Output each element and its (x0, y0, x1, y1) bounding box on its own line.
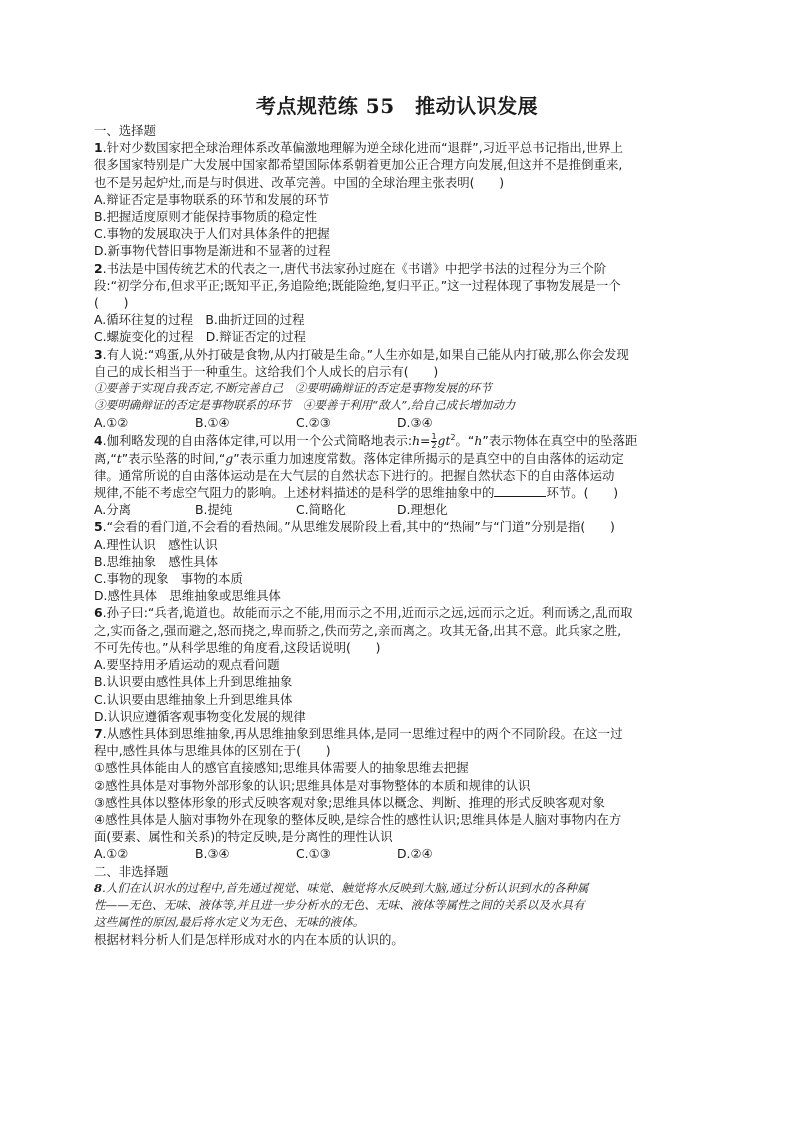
question-text: .针对少数国家把全球治理体系改革偏激地理解为逆全球化进而“退群”,习近平总书记指出,世界上 (102, 140, 623, 156)
option-c: C.认识要由思维抽象上升到思维具体 (94, 691, 293, 707)
material-text: 这些属性的原因,最后将水定义为无色、无味的液体。 (94, 915, 365, 930)
question-text: 律。通常所说的自由落体运动是在大气层的自然状态下进行的。把握自然状态下的自由落体运动 (94, 467, 615, 483)
option-c-d: C.螺旋变化的过程 D.辩证否定的过程 (94, 329, 306, 345)
option-a: A.要坚持用矛盾运动的观点看问题 (94, 657, 280, 673)
symbol-h: h (474, 432, 483, 448)
question-text: .伽利略发现的自由落体定律,可以用一个公式简略地表示: (102, 432, 413, 448)
question-text: .有人说:“鸡蛋,从外打破是食物,从内打破是生命。”人生亦如是,如果自己能从内打破,那么你会发现 (102, 346, 629, 362)
question-text: 离,“ (94, 450, 117, 466)
question-text: 不可先传也。”从科学思维的角度看,这段话说明( ) (94, 639, 381, 655)
question-text: .孙子曰:“兵者,诡道也。故能而示之不能,用而示之不用,近而示之远,远而示之近。利而诱之,乱而取 (102, 605, 633, 621)
question-text: 之,实而备之,强而避之,怒而挠之,卑而骄之,佚而劳之,亲而离之。攻其无备,出其不意。此兵家之胜, (94, 622, 622, 638)
question-7 (94, 725, 700, 863)
options-row (94, 845, 700, 862)
option-b: B.把握适度原则才能保持事物质的稳定性 (94, 209, 318, 225)
question-text: 很多国家特别是广大发展中国家都希望国际体系朝着更加公正合理方向发展,但这并不是推倒重来, (94, 157, 623, 173)
material-text: .人们在认识水的过程中,首先通过视觉、味觉、触觉将水反映到大脑,通过分析认识到水的各种属 (102, 880, 589, 895)
fill-blank (494, 484, 546, 497)
fraction-denominator: 2 (431, 440, 437, 450)
option-c: C.事物的发展取决于人们对具体条件的把握 (94, 226, 330, 242)
question-text: .“会看的看门道,不会看的看热闹。”从思维发展阶段上看,其中的“热闹”与“门道”分别是指( ) (102, 519, 615, 535)
option-b: B.③④ (195, 846, 230, 862)
question-number: 5 (94, 519, 103, 535)
option-d: D.感性具体 思维抽象或思维具体 (94, 588, 281, 604)
option-d: D.②④ (397, 846, 433, 862)
question-text: 程中,感性具体与思维具体的区别在于( ) (94, 743, 331, 759)
question-text: 段:“初学分布,但求平正;既知平正,务追险绝;既能险绝,复归平正。”这一过程体现了事物发展是一个 (94, 277, 621, 293)
option-a: A.辩证否定是事物联系的环节和发展的环节 (94, 191, 330, 207)
options-row (94, 414, 700, 431)
question-number: 7 (94, 725, 103, 741)
question-text: .从感性具体到思维抽象,再从思维抽象到思维具体,是同一思维过程中的两个不同阶段。在这一过 (102, 725, 623, 741)
question-text: 。“ (455, 432, 475, 448)
formula-g: g (437, 432, 446, 448)
option-d: D.认识应遵循客观事物变化发展的规律 (94, 708, 306, 724)
option-d: D.新事物代替旧事物是渐进和不显著的过程 (94, 243, 331, 259)
option-c: C.事物的现象 事物的本质 (94, 571, 243, 587)
question-number: 6 (94, 605, 103, 621)
question-text: .书法是中国传统艺术的代表之一,唐代书法家孙过庭在《书谱》中把学书法的过程分为三个阶 (102, 260, 607, 276)
option-a: A.①② (94, 415, 129, 431)
answer-bracket: ( ) (94, 295, 129, 311)
statement-1-2: ①要善于实现自我否定,不断完善自己 ②要明确辩证的否定是事物发展的环节 (94, 381, 492, 396)
question-number: 8 (94, 880, 103, 895)
option-b: B.思维抽象 感性具体 (94, 553, 218, 569)
statement-3-4: ③要明确辩证的否定是事物联系的环节 ④要善于利用“敌人”,给自己成长增加动力 (94, 398, 516, 413)
material-text: 性——无色、无味、液体等,并且进一步分析水的无色、无味、液体等属性之间的关系以及水具有 (94, 897, 585, 912)
option-b: B.提纯 (195, 502, 233, 518)
question-prompt: 根据材料分析人们是怎样形成对水的内在本质的认识的。 (94, 932, 404, 948)
question-text: ”表示坠落的时间,“ (121, 450, 226, 466)
question-text: ”表示重力加速度常数。落体定律所揭示的是真空中的自由落体的运动定 (233, 450, 624, 466)
page-title: 考点规范练 55 推动认识发展 (255, 94, 539, 118)
option-a: A.①② (94, 846, 129, 862)
question-number: 4 (94, 432, 103, 448)
statement-3: ③感性具体以整体形象的形式反映客观对象;思维具体以概念、判断、推理的形式反映客观对象 (94, 794, 605, 810)
option-a: A.理性认识 感性认识 (94, 536, 218, 552)
symbol-g: g (225, 450, 234, 466)
question-3 (94, 346, 700, 432)
option-c: C.①③ (296, 846, 331, 862)
statement-4-cont: 面(要素、属性和关系)的特定反映,是分离性的理性认识 (94, 829, 393, 845)
symbol-t: t (116, 450, 122, 466)
question-text: 也不是另起炉灶,而是与时俱进、改革完善。中国的全球治理主张表明( ) (94, 174, 505, 190)
question-text: 规律,不能不考虑空气阻力的影响。上述材料描述的是科学的思维抽象中的 (94, 485, 495, 501)
exercise-page (94, 92, 700, 949)
statement-4: ④感性具体是人脑对事物外在现象的整体反映,是综合性的感性认识;思维具体是人脑对事物内在方 (94, 811, 622, 827)
fraction-numerator: 1 (431, 431, 437, 441)
question-number: 2 (94, 260, 103, 276)
formula-t: t (445, 432, 451, 448)
section-heading-nonchoice: 二、非选择题 (94, 863, 169, 879)
formula-exponent: 2 (450, 432, 456, 442)
option-d: D.理想化 (397, 502, 448, 518)
question-5 (94, 518, 700, 604)
question-2 (94, 260, 700, 346)
formula-eq: = (420, 432, 431, 448)
option-a: A.分离 (94, 502, 131, 518)
question-8 (94, 880, 700, 949)
question-text: ”表示物体在真空中的坠落距 (482, 432, 638, 448)
question-6 (94, 604, 700, 724)
question-number: 1 (94, 140, 103, 156)
statement-1: ①感性具体能由人的感官直接感知;思维具体需要人的抽象思维去把握 (94, 760, 469, 776)
option-c: C.②③ (296, 415, 331, 431)
option-b: B.①④ (195, 415, 230, 431)
question-1 (94, 139, 700, 259)
section-heading-choice: 一、选择题 (94, 123, 156, 138)
option-d: D.③④ (397, 415, 433, 431)
formula-fraction (431, 433, 436, 450)
question-text: 自己的成长相当于一种重生。这给我们个人成长的启示有( ) (94, 363, 439, 379)
statement-2: ②感性具体是对事物外部形象的认识;思维具体是对事物整体的本质和规律的认识 (94, 777, 531, 793)
option-a-b: A.循环往复的过程 B.曲折迂回的过程 (94, 312, 305, 328)
question-text: 环节。( ) (546, 485, 619, 501)
options-row (94, 501, 700, 518)
question-number: 3 (94, 346, 103, 362)
formula-h: h (412, 432, 421, 448)
option-b: B.认识要由感性具体上升到思维抽象 (94, 674, 293, 690)
question-4 (94, 432, 700, 519)
option-c: C.简略化 (296, 502, 346, 518)
